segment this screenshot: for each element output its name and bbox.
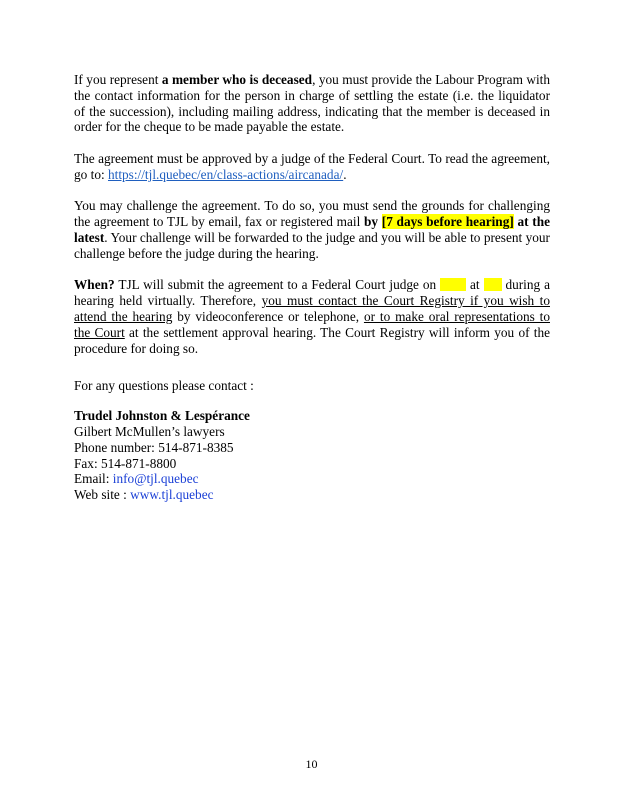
firm-name: Trudel Johnston & Lespérance bbox=[74, 408, 250, 424]
underlined-text: or to make oral representations to the Court bbox=[74, 308, 550, 340]
text: You may challenge the agreement. To do so, you must send the grounds for challenging the agreement to TJL by email, fax or registered mail bbox=[74, 198, 550, 230]
text: by videoconference or telephone, bbox=[172, 308, 364, 324]
when-paragraph bbox=[74, 277, 550, 356]
email-link[interactable]: info@tjl.quebec bbox=[112, 471, 199, 487]
contact-block bbox=[74, 408, 550, 503]
fax-line: Fax: 514-871-8800 bbox=[74, 455, 177, 471]
text: . bbox=[343, 166, 347, 182]
website-label: Web site : bbox=[74, 487, 131, 503]
website-link[interactable]: www.tjl.quebec bbox=[130, 487, 214, 503]
deceased-member-paragraph bbox=[74, 72, 550, 135]
text: The agreement must be approved by a judge of the Federal Court. To read the agreement, go to: bbox=[74, 150, 550, 182]
agreement-link[interactable]: https://tjl.quebec/en/class-actions/aircanada/ bbox=[107, 166, 344, 182]
website-line bbox=[74, 487, 550, 503]
challenge-paragraph bbox=[74, 198, 550, 261]
email-line bbox=[74, 471, 550, 487]
bold-text: a member who is deceased bbox=[161, 72, 313, 87]
text: If you represent bbox=[74, 72, 162, 87]
time-blank-highlight bbox=[484, 278, 502, 291]
bold-text: When? bbox=[74, 277, 115, 293]
text: at the settlement approval hearing. The Court Registry will inform you of the procedure for doing so. bbox=[74, 324, 551, 356]
page-number: 10 bbox=[305, 757, 318, 771]
text: , you must provide the Labour Program with the contact information for the person in charge of settling the estate (i.e. the liquidator of the succession), including mailing address, indicating that the member is deceased in order for the cheque to be made payable the estate. bbox=[74, 72, 550, 135]
document-page bbox=[74, 72, 550, 503]
highlighted-deadline: [7 days before hearing] bbox=[381, 214, 514, 230]
text: TJL will submit the agreement to a Federal Court judge on bbox=[114, 277, 441, 293]
bold-text: by bbox=[364, 214, 382, 230]
text: at bbox=[466, 277, 484, 293]
questions-line: For any questions please contact : bbox=[74, 378, 254, 394]
underlined-text: you must contact the Court Registry if you wish to attend the hearing bbox=[74, 293, 550, 324]
approval-paragraph bbox=[74, 151, 550, 183]
text: . Your challenge will be forwarded to the judge and you will be able to present your challenge before the judge during the hearing. bbox=[74, 229, 550, 261]
email-label: Email: bbox=[74, 471, 113, 487]
text: during a hearing held virtually. Therefore, bbox=[74, 277, 550, 309]
phone-line: Phone number: 514-871-8385 bbox=[74, 439, 234, 455]
lawyers-line: Gilbert McMullen’s lawyers bbox=[74, 423, 225, 439]
bold-text: at the latest bbox=[74, 214, 551, 245]
date-blank-highlight bbox=[440, 278, 466, 291]
